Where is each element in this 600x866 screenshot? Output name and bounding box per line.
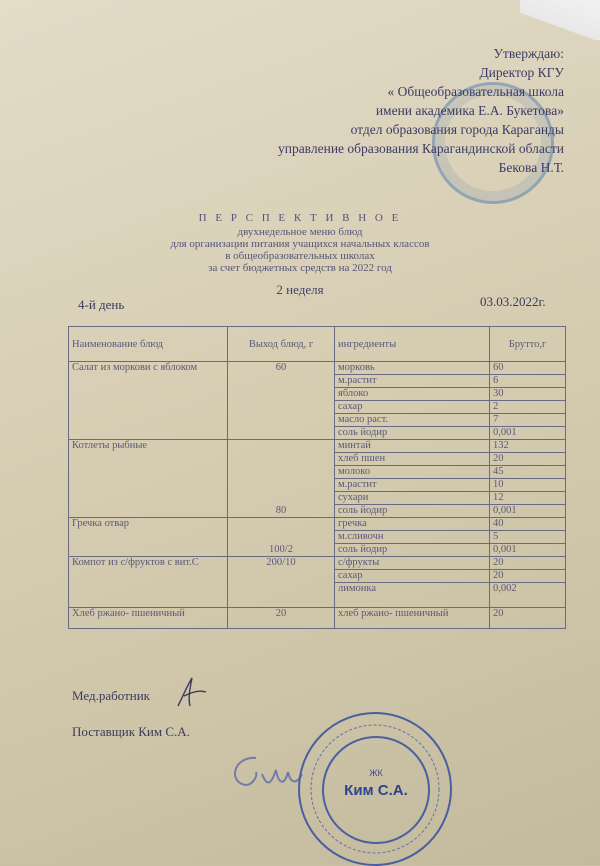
dish-name: Компот из с/фруктов с вит.С (69, 557, 228, 608)
gross-weight: 0,001 (490, 505, 566, 518)
gross-weight: 0,002 (490, 583, 566, 608)
gross-weight: 132 (490, 440, 566, 453)
dish-name: Салат из моркови с яблоком (69, 362, 228, 440)
menu-date: 03.03.2022г. (480, 294, 546, 309)
ingredient: с/фрукты (335, 557, 490, 570)
gross-weight: 12 (490, 492, 566, 505)
dish-output: 80 (228, 440, 335, 518)
gross-weight: 20 (490, 608, 566, 629)
gross-weight: 40 (490, 518, 566, 531)
medic-label: Мед.работник (72, 688, 150, 703)
header-gross: Брутто,г (490, 327, 566, 362)
table-header-row (69, 327, 566, 362)
subtitle-line: двухнедельное меню блюд (237, 226, 363, 238)
gross-weight: 60 (490, 362, 566, 375)
gross-weight: 30 (490, 388, 566, 401)
ingredient: масло раст. (335, 414, 490, 427)
ingredient: хлеб ржано- пшеничный (335, 608, 490, 629)
gross-weight: 20 (490, 570, 566, 583)
gross-weight: 7 (490, 414, 566, 427)
table-row (69, 608, 566, 629)
header-output: Выход блюд, г (228, 327, 335, 362)
stamp-type: ЖК (369, 768, 383, 778)
dish-output: 200/10 (228, 557, 335, 608)
ingredient: соль йодир (335, 427, 490, 440)
ingredient: соль йодир (335, 505, 490, 518)
stamp-name: Ким С.А. (344, 782, 408, 799)
gross-weight: 0,001 (490, 544, 566, 557)
table-row (69, 440, 566, 453)
dish-output: 20 (228, 608, 335, 629)
medic-signature (170, 676, 210, 710)
ingredient: сахар (335, 570, 490, 583)
page-corner (520, 0, 600, 40)
approval-line: Директор КГУ (479, 65, 564, 80)
ingredient: минтай (335, 440, 490, 453)
approval-block (278, 44, 564, 177)
subtitle-line: за счет бюджетных средств на 2022 год (208, 262, 392, 274)
menu-table-body (69, 362, 566, 629)
ingredient: м.растит (335, 479, 490, 492)
day-label: 4-й день (78, 297, 125, 312)
ingredient: морковь (335, 362, 490, 375)
approval-line: Бекова Н.Т. (498, 160, 564, 175)
gross-weight: 20 (490, 453, 566, 466)
week-label: 2 неделя (276, 282, 324, 297)
header-dish: Наименование блюд (69, 327, 228, 362)
stamp-center (322, 736, 430, 844)
dish-name: Котлеты рыбные (69, 440, 228, 518)
approval-line: « Общеобразовательная школа (387, 84, 564, 99)
ingredient: сухари (335, 492, 490, 505)
approval-line: Утверждаю: (493, 46, 564, 61)
dish-name: Хлеб ржано- пшеничный (69, 608, 228, 629)
ingredient: м.сливочн (335, 531, 490, 544)
gross-weight: 45 (490, 466, 566, 479)
ingredient: м.растит (335, 375, 490, 388)
gross-weight: 0,001 (490, 427, 566, 440)
ingredient: соль йодир (335, 544, 490, 557)
ingredient: хлеб пшен (335, 453, 490, 466)
gross-weight: 20 (490, 557, 566, 570)
ingredient: сахар (335, 401, 490, 414)
table-row (69, 557, 566, 570)
approval-line: управление образования Карагандинской области (277, 141, 564, 156)
dish-output: 60 (228, 362, 335, 440)
dish-name: Гречка отвар (69, 518, 228, 557)
approval-line: отдел образования города Караганды (350, 122, 564, 137)
menu-table (68, 326, 566, 629)
gross-weight: 10 (490, 479, 566, 492)
gross-weight: 2 (490, 401, 566, 414)
gross-weight: 6 (490, 375, 566, 388)
subtitle-line: для организации питания учащихся начальных классов (170, 238, 430, 250)
menu-subtitle (0, 226, 600, 274)
ingredient: яблоко (335, 388, 490, 401)
dish-output: 100/2 (228, 518, 335, 557)
ingredient: лимонка (335, 583, 490, 608)
gross-weight: 5 (490, 531, 566, 544)
supplier-stamp (298, 712, 452, 866)
header-ingredients: ингредиенты (335, 327, 490, 362)
menu-heading: П Е Р С П Е К Т И В Н О Е (198, 212, 402, 224)
ingredient: молоко (335, 466, 490, 479)
approval-line: имени академика Е.А. Букетова» (375, 103, 564, 118)
table-row (69, 362, 566, 375)
ingredient: гречка (335, 518, 490, 531)
supplier-label: Поставщик Ким С.А. (72, 724, 190, 739)
subtitle-line: в общеобразовательных школах (225, 250, 375, 262)
table-row (69, 518, 566, 531)
